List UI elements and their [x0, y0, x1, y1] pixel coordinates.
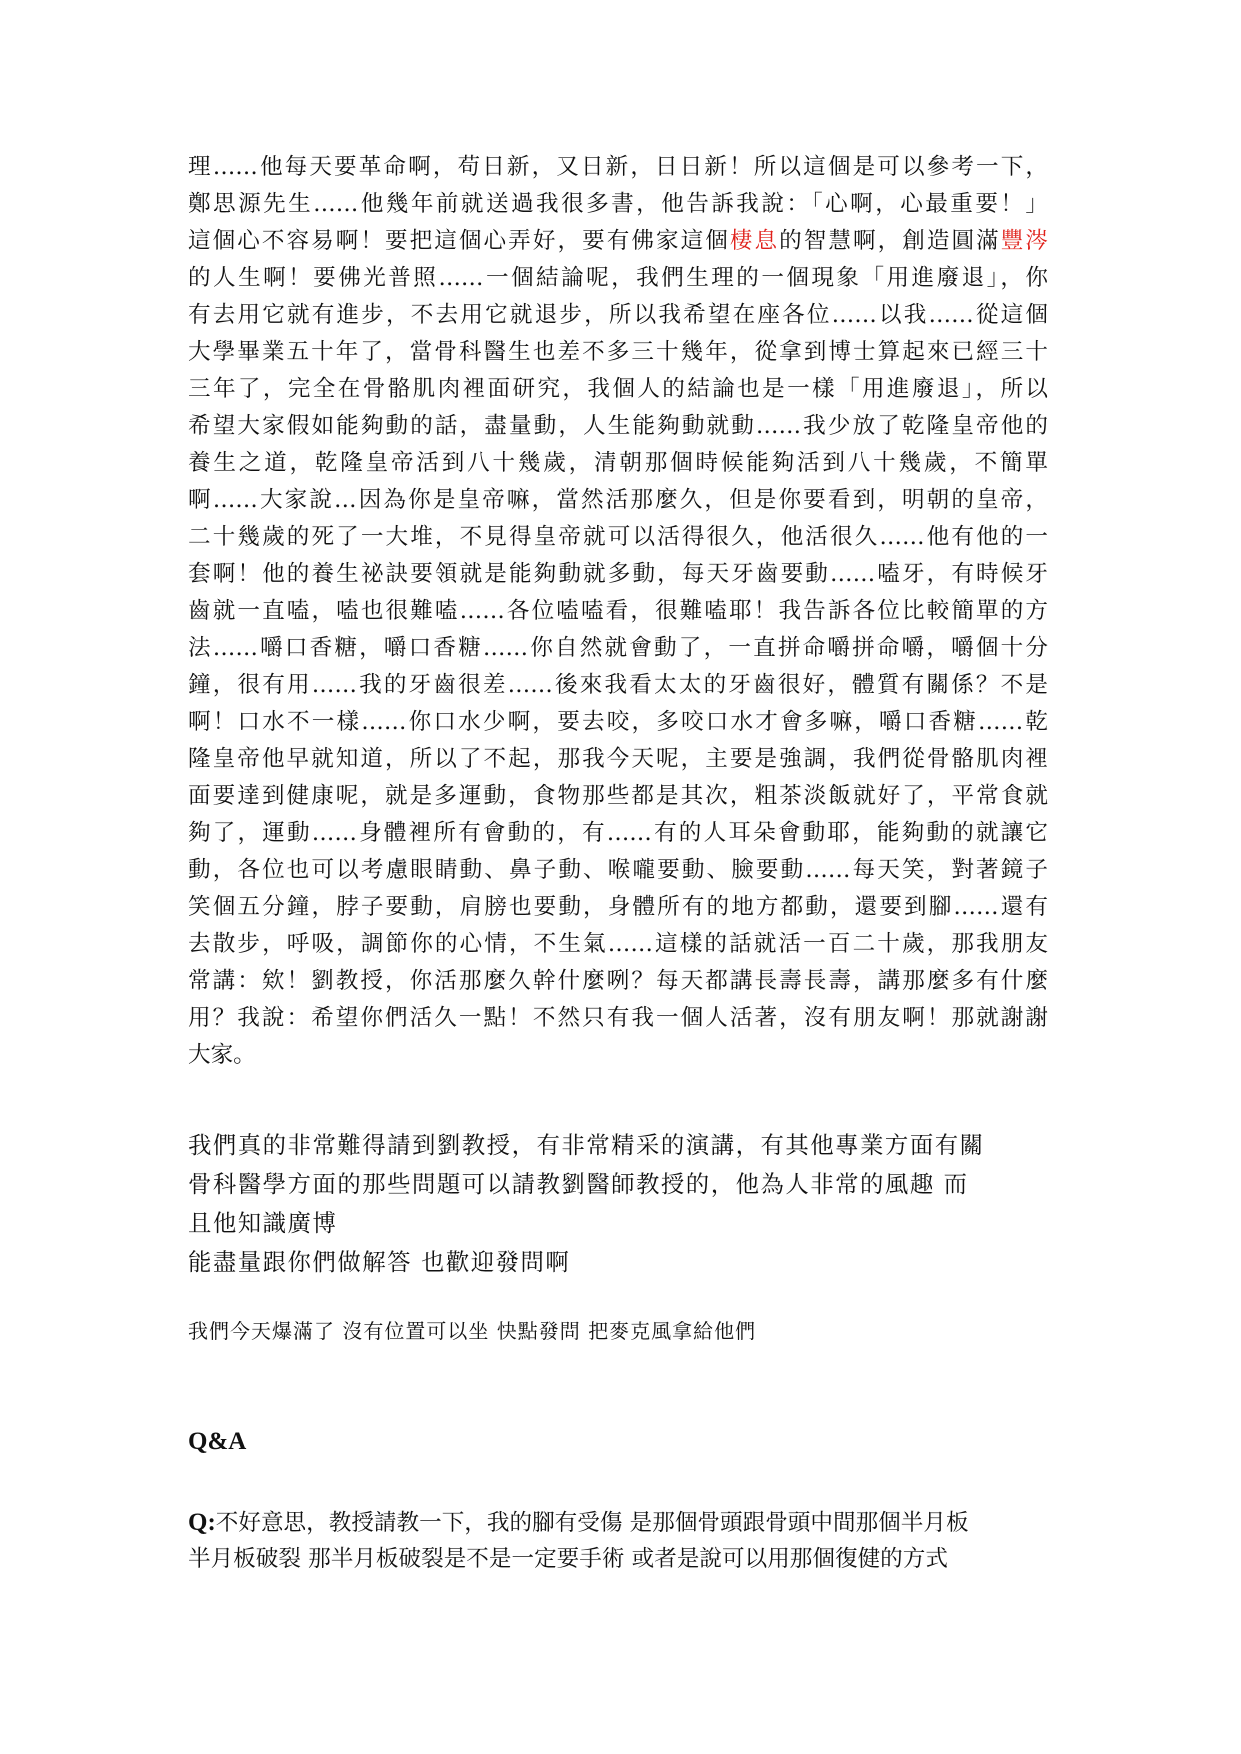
- body-text: 這個心不容易啊！要把這個心弄好，要有佛家這個: [188, 228, 730, 254]
- question-text: 不好意思，教授請教一下，我的腳有受傷 是那個骨頭跟骨頭中間那個半月板: [215, 1510, 969, 1536]
- body-line: 啊！口水不一樣……你口水少啊，要去咬，多咬口水才會多嘛，嚼口香糖……乾: [188, 709, 1048, 735]
- question-line: [188, 1504, 1048, 1541]
- question-line: 半月板破裂 那半月板破裂是不是一定要手術 或者是說可以用那個復健的方式: [188, 1546, 948, 1572]
- highlighted-word: 棲息: [729, 228, 780, 254]
- body-line: 鄭思源先生……他幾年前就送過我很多書，他告訴我說：「心啊，心最重要！」: [188, 191, 1048, 217]
- body-line: 希望大家假如能夠動的話，盡量動，人生能夠動就動……我少放了乾隆皇帝他的: [188, 413, 1048, 439]
- body-line: 養生之道，乾隆皇帝活到八十幾歲，清朝那個時候能夠活到八十幾歲，不簡單: [188, 450, 1048, 476]
- body-line: 法……嚼口香糖，嚼口香糖……你自然就會動了，一直拼命嚼拼命嚼，嚼個十分: [188, 635, 1048, 661]
- body-line: 動，各位也可以考慮眼睛動、鼻子動、喉嚨要動、臉要動……每天笑，對著鏡子: [188, 857, 1048, 883]
- body-text: 的智慧啊，創造圓滿: [779, 228, 1001, 254]
- body-line: 二十幾歲的死了一大堆，不見得皇帝就可以活得很久，他活很久……他有他的一: [188, 524, 1048, 550]
- question-label: Q:: [188, 1509, 216, 1536]
- body-line: 用？我說：希望你們活久一點！不然只有我一個人活著，沒有朋友啊！那就謝謝: [188, 1005, 1048, 1031]
- body-line: 常講：欸！劉教授，你活那麼久幹什麼咧？每天都講長壽長壽，講那麼多有什麼: [188, 968, 1048, 994]
- body-line: 齒就一直嗑，嗑也很難嗑……各位嗑嗑看，很難嗑耶！我告訴各位比較簡單的方: [188, 598, 1048, 624]
- body-line: 三年了，完全在骨骼肌肉裡面研究，我個人的結論也是一樣「用進廢退」，所以: [188, 376, 1048, 402]
- body-line: 啊……大家說…因為你是皇帝嘛，當然活那麼久，但是你要看到，明朝的皇帝，: [188, 487, 1048, 513]
- host-intro-line: 能盡量跟你們做解答 也歡迎發問啊: [188, 1248, 571, 1276]
- body-line-with-highlights: [188, 223, 1048, 260]
- body-line: 面要達到健康呢，就是多運動，食物那些都是其次，粗茶淡飯就好了，平常食就: [188, 783, 1048, 809]
- crowd-note: 我們今天爆滿了 沒有位置可以坐 快點發問 把麥克風拿給他們: [188, 1319, 757, 1343]
- qa-heading: Q&A: [188, 1428, 247, 1455]
- body-line: 笑個五分鐘，脖子要動，肩膀也要動，身體所有的地方都動，還要到腳……還有: [188, 894, 1048, 920]
- body-line: 的人生啊！要佛光普照……一個結論呢，我們生理的一個現象「用進廢退」，你: [188, 265, 1048, 291]
- body-line: 隆皇帝他早就知道，所以了不起，那我今天呢，主要是強調，我們從骨骼肌肉裡: [188, 746, 1048, 772]
- body-line: 套啊！他的養生祕訣要領就是能夠動就多動，每天牙齒要動……嗑牙，有時候牙: [188, 561, 1048, 587]
- body-line: 大學畢業五十年了，當骨科醫生也差不多三十幾年，從拿到博士算起來已經三十: [188, 339, 1048, 365]
- host-intro-line: 且他知識廣博: [188, 1209, 338, 1237]
- body-line: 鐘，很有用……我的牙齒很差……後來我看太太的牙齒很好，體質有關係？不是: [188, 672, 1048, 698]
- body-line: 有去用它就有進步，不去用它就退步，所以我希望在座各位……以我……從這個: [188, 302, 1048, 328]
- body-line: 夠了，運動……身體裡所有會動的，有……有的人耳朵會動耶，能夠動的就讓它: [188, 820, 1048, 846]
- host-intro-line: 骨科醫學方面的那些問題可以請教劉醫師教授的，他為人非常的風趣 而: [188, 1170, 969, 1198]
- host-intro-line: 我們真的非常難得請到劉教授，有非常精采的演講，有其他專業方面有關: [188, 1131, 985, 1159]
- body-line: 大家。: [188, 1042, 256, 1068]
- body-line: 理……他每天要革命啊，苟日新，又日新，日日新！所以這個是可以參考一下，: [188, 154, 1048, 180]
- body-line: 去散步，呼吸，調節你的心情，不生氣……這樣的話就活一百二十歲，那我朋友: [188, 931, 1048, 957]
- highlighted-word: 豐涔: [1000, 228, 1048, 254]
